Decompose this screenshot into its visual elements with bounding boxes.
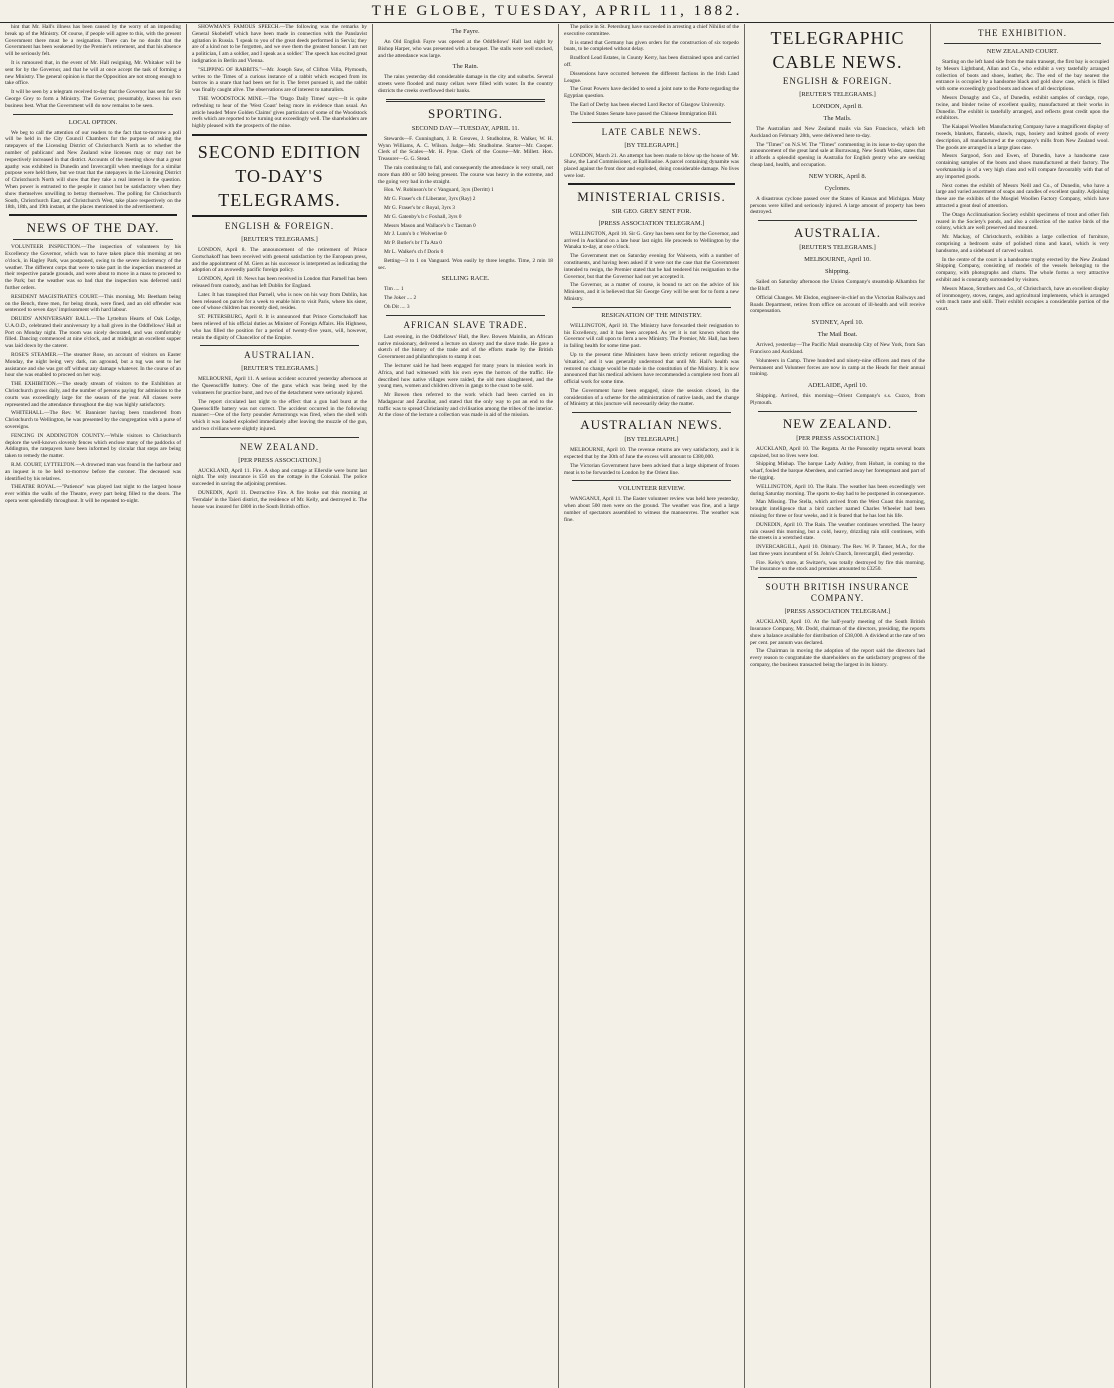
divider	[200, 345, 359, 346]
article-paragraph: The rain continuing to fall, and consequently the attendance is very small, not more than 400 or 500 being present. The course was heavy in the extreme, and the going very bad in the straight.	[378, 164, 553, 185]
news-item: R.M. COURT, LYTTELTON.—A drowned man was found in the harbour and an inquest is to be held to-morrow before the coroner. The deceased was identified by his relatives.	[5, 462, 181, 482]
divider	[572, 307, 731, 308]
exhibition-heading: THE EXHIBITION.	[978, 28, 1067, 38]
article-paragraph: The Governor, as a matter of course, is bound to act on the advice of his Ministers, and it is believed that Sir George Grey will be sent for to form a new Ministry.	[564, 282, 739, 302]
article-paragraph: We beg to call the attention of our readers to the fact that to-morrow a poll will be held in the City Council Chambers for the purpose of asking the ratepayers of the Licensing District of Christchurch North as to whether the number of publicans' and New Zealand wine licenses may or may not be respectively increased in that district. Accounts of the meeting show that a great apathy was exhibited in Dunedin and Invercargill when meetings for a similar purpose were held there, but we trust that the ratepayers in the Licensing District of Christchurch North will show that they take a real interest in the question. When power is entrusted to the people it cannot but be satisfactory when they show themselves unwilling to betray themselves. The polling for Christchurch South, Christchurch East, and Christchurch West, take place respectively on the 18th, 18th, and 19th instant, at the places mentioned in the advertisement.	[5, 129, 181, 211]
telegram-item: Man Missing. The Stella, which arrived from the West Coast this morning, brought intelligence that a bird catcher named Charles Wheeler had been missing for three or four weeks, and it is feared that he has lost his life.	[750, 499, 925, 519]
divider	[13, 239, 173, 240]
australian-heading: AUSTRALIAN.	[244, 350, 315, 361]
race-result-line: Mr G. Gatenby's b c Foxhall, 3yrs 0	[384, 213, 462, 220]
race-result-line: Mr J. Lunn's b c Wolverine 0	[384, 231, 447, 238]
local-option-heading: LOCAL OPTION.	[68, 118, 118, 126]
race-result-line: Mr G. Fraser's ch f Liberator, 3yrs (Ray) 2	[384, 196, 476, 203]
column-6	[930, 24, 1114, 1388]
sporting-heading: SPORTING.	[427, 105, 504, 121]
article-paragraph: Up to the present time Ministers have been strictly reticent regarding the 'situation,' and it was generally understood that until Mr. Hall's health was restored no change would be made in the constitution of the Ministry. It is now announced that his medical advisers have recommended a complete rest from all official work for some time.	[564, 351, 739, 386]
cable-news-heading: CABLE NEWS.	[772, 52, 903, 72]
betting-note: Betting—3 to 1 on Vanguard. Won easily by three lengths. Time, 2 min 18 sec.	[378, 257, 553, 271]
article-paragraph: THE WOODSTOCK MINE.—The 'Otago Daily Times' says:—It is quite refreshing to hear of the 'West Coast' being more in evidence than usual. An article headed 'More Golden Claims' gives particulars of some of the Woodstock reefs which are reported to be turning out exceedingly well. The shareholders are highly pleased with the prospects of the mine.	[192, 95, 367, 130]
telegram-item: LONDON, April 8. The announcement of the retirement of Prince Gortschakoff has been received with general satisfaction by the European press, and the appointment of M. Giers as his successor is interpreted as indicating the adoption of an avowedly pacific foreign policy.	[192, 246, 367, 274]
article-paragraph: The Government have been engaged, since the session closed, in the consideration of a scheme for the administration of native lands, and the change of Ministry at this juncture will necessarily delay the matter.	[564, 387, 739, 408]
second-edition-heading: SECOND EDITION	[197, 141, 362, 162]
reuters-label: [REUTER'S TELEGRAMS.]	[799, 91, 876, 98]
masthead-title: THE GLOBE, TUESDAY, APRIL 11, 1882.	[371, 2, 743, 19]
telegram-item: The report circulated last night to the effect that a gun had burst at the Queenscliffe battery was not correct. The accident occurred in the following manner:—One of the forty pounder Armstrongs was fired, when the shell with which it was loaded exploded immediately after leaving the muzzle of the gun, and two civilians were slightly injured.	[192, 398, 367, 432]
article-paragraph: It is rumoured that, in the event of Mr. Hall resigning, Mr. Whitaker will be sent for by the Governor, and that he will at once accept the task of forming a new Ministry. The general opinion is that the Opposition are not strong enough to take office.	[5, 59, 181, 87]
english-foreign-heading: ENGLISH & FOREIGN.	[782, 76, 893, 86]
telegram-item: MELBOURNE, April 11. A serious accident occurred yesterday afternoon at the Queenscliffe battery. One of the guns which was being used by the volunteers for practice burst, and two of the detachment were seriously injured.	[192, 376, 367, 396]
news-item: VOLUNTEER INSPECTION.—The inspection of volunteers by his Excellency the Governor, which was to have taken place this morning at ten o'clock, in Hagley Park, was postponed, owing to the severe inclemency of the weather. The different corps that were to take part in the inspection mustered at their respective parade grounds, and were about to move in a mass to proceed to the Park; but the weather was so bad that the inspection was deferred until further orders.	[5, 244, 181, 291]
column-5	[744, 24, 930, 1388]
by-telegraph-label: [BY TELEGRAPH.]	[624, 436, 679, 444]
article-paragraph: WELLINGTON, April 10. The Ministry have forwarded their resignation to his Excellency, and it has been accepted. As yet it is not known whom the Governor will call upon to form a new Ministry. The Premier, Mr. Hall, has been in failing health for some time past.	[564, 322, 739, 350]
telegram-item: WELLINGTON, April 10. The Rain. The weather has been exceedingly wet during Saturday morning. The sports to-day had to be postponed in consequence.	[750, 483, 925, 497]
article-paragraph: In the centre of the court is a handsome trophy erected by the New Zealand Shipping Company, consisting of models of the vessels belonging to the company, with photographs and charts. The whole forms a very attractive exhibit and is constantly surrounded by visitors.	[936, 256, 1109, 283]
divider	[944, 43, 1101, 44]
article-paragraph: LONDON, March 21. An attempt has been made to blow up the house of Mr. Shaw, the Land Commissioner, at Ballinasloe. A parcel containing dynamite was placed against the front door and exploded, doing considerable damage. No lives were lost.	[564, 152, 739, 179]
divider	[9, 214, 177, 216]
second-edition-banner	[192, 134, 367, 217]
press-association-label: [PRESS ASSOCIATION TELEGRAM.]	[598, 219, 705, 227]
article-paragraph: SHOWMAN'S FAMOUS SPEECH.—The following was the remarks by General Skobeleff which have been made in connection with the Panslavist agitation in Russia. 'I speak to you of the great deeds performed in Servia; they are of a kind not to be forgotten, and we owe them the greatest honour. I am not a politician, I am a soldier, and I speak as a soldier.' The speech has excited great indignation in Berlin and Vienna.	[192, 24, 367, 64]
article-paragraph: The Victorian Government have been advised that a large shipment of frozen meat is to be forwarded to London by the Orient line.	[564, 462, 739, 476]
telegraphic-heading: TELEGRAPHIC	[770, 28, 905, 48]
article-paragraph: It will be seen by a telegram received to-day that the Governor has sent for Sir George Grey to form a Ministry. The Governor, presumably, knows his own business best. What the Government will do now remains to be seen.	[5, 89, 181, 109]
race-result-line: Messrs Mason and Wallace's b c Tasman 0	[384, 222, 476, 229]
telegram-item: Later. It has transpired that Parnell, who is now on his way from Dublin, has been released on parole for a week to enable him to visit Paris, where his sister, one of whose children has recently died, resides.	[192, 291, 367, 312]
race-result-line: Mr G. Fraser's br c Royal, 3yrs 3	[384, 204, 455, 211]
divider	[758, 411, 917, 412]
divider	[13, 114, 173, 115]
dateline: NEW YORK, April 8.	[808, 172, 867, 180]
late-cable-news-heading: LATE CABLE NEWS.	[601, 126, 702, 137]
ministerial-subheading: SIR GEO. GREY SENT FOR.	[611, 207, 692, 215]
nz-court-subheading: NEW ZEALAND COURT.	[986, 48, 1059, 55]
news-of-the-day-heading: NEWS OF THE DAY.	[26, 220, 160, 236]
australia-heading: AUSTRALIA.	[794, 225, 881, 241]
article-paragraph: Last evening, in the Oddfellows' Hall, the Rev. Bowen Mainlin, an African native missionary, delivered a lecture on slavery and the slave trade. He gave a sketch of the history of the trade and of the efforts made by the British Government and philanthropists to stamp it out.	[378, 333, 553, 361]
reuters-label: [REUTER'S TELEGRAMS.]	[799, 244, 876, 252]
reuters-label: [REUTER'S TELEGRAMS.]	[241, 235, 318, 243]
article-paragraph: Mr Bowen then referred to the work which had been carried on in Madagascar and Zanzibar, and stated that the only way to put an end to the traffic was to spread Christianity and civilisation among the tribes of the interior. At the close of the lecture a collection was made in aid of the mission.	[378, 392, 553, 419]
ministerial-crisis-heading: MINISTERIAL CRISIS.	[577, 188, 726, 204]
reuters-label: [REUTER'S TELEGRAMS.]	[241, 365, 318, 373]
column-2	[186, 24, 372, 1388]
divider	[568, 183, 735, 185]
volunteer-review-heading: VOLUNTEER REVIEW.	[618, 485, 685, 493]
article-paragraph: Next comes the exhibit of Messrs Neill and Co., of Dunedin, who have a large and varied assortment of soaps and candles of excellent quality. Adjoining these are the exhibits of the Mosgiel Woollen Factory Company, which have attracted a great deal of attention.	[936, 182, 1109, 209]
telegram-item: DUNEDIN, April 11. Destructive Fire. A fire broke out this morning at 'Ferndale' in the Taieri district, the residence of Mr. Kelly, and destroyed it. The house was insured for £800 in the South British office.	[192, 490, 367, 510]
article-paragraph: Dissensions have occurred between the different factions in the Irish Land League.	[564, 70, 739, 84]
second-day-label: SECOND DAY—TUESDAY, APRIL 11.	[411, 124, 520, 132]
article-paragraph: "SLIPPING OF RABBITS."—Mr. Joseph Saw, of Clifton Villa, Plymouth, writes to the Times of a curious instance of a rabbit which escaped from its burrow in a snare that had been set for it. The ferret pursued it, and the rabbit was finally caught alive. The observations are of interest to naturalists.	[192, 66, 367, 94]
telegram-item: Volunteers in Camp. Three hundred and ninety-nine officers and men of the Permanent and Volunteer forces are now in camp at the Heads for their annual training.	[750, 357, 925, 378]
new-zealand-heading: NEW ZEALAND.	[239, 441, 320, 452]
cyclones-subheading: Cyclones.	[824, 184, 851, 192]
english-foreign-heading: ENGLISH & FOREIGN.	[224, 220, 335, 231]
article-paragraph: Stewards—F. Cunningham, J. B. Greaves, J. Studholme, R. Walker, W. H. Wynn Williams, A. C. Wilson. Judge—Mr. Studholme. Starter—Mr. Cooper. Clerk of the Scales—Mr. H. Pyne. Clerk of the Course—Mr. Millett. Hon. Treasurer—G. G. Stead.	[378, 135, 553, 163]
article-paragraph: WELLINGTON, April 10. Sir G. Grey has been sent for by the Governor, and arrived in Auckland on a late hour last night. He proceeds to Wellington by the Wanaka to-day, at one o'clock.	[564, 230, 739, 251]
article-paragraph: WANGANUI, April 11. The Easter volunteer review was held here yesterday, when about 500 men were on the ground. The weather was fine, and a large number of spectators assembled to witness the manoeuvres. The weather was fine.	[564, 496, 739, 523]
news-item: DRUIDS' ANNIVERSARY BALL.—The Lyttelton Hearts of Oak Lodge, U.A.O.D., celebrated their anniversary by a ball given in the Oddfellows' Hall at Port on Monday night. The room was nicely decorated, and was comfortably filled. Dancing commenced at nine o'clock, and at midnight an excellent supper was laid down by the caterer.	[5, 316, 181, 350]
article-paragraph: An Old English Fayre was opened at the Oddfellows' Hall last night by Bishop Harper, who was presented with a bouquet. The stalls were well stocked, and the attendance was large.	[378, 39, 553, 59]
shipping-subheading: Shipping.	[824, 268, 851, 276]
news-item: FENCING IN ADDINGTON COUNTY.—While visitors to Christchurch deplore the well-known slovenly fences which enclose many of the paddocks of Addington, the ratepayers have been informed by circular that steps are being taken to remedy the matter.	[5, 432, 181, 460]
press-association-label: [PRESS ASSOCIATION TELEGRAM.]	[784, 608, 891, 616]
article-paragraph: Messrs Donaghy and Co., of Dunedin, exhibit samples of cordage, rope, twine, and binder twine of excellent quality, manufactured at their works in Dunedin. The exhibit is tastefully arranged, and reflects great credit upon the exhibitors.	[936, 94, 1109, 122]
article-paragraph: The Chairman in moving the adoption of the report said the directors had every reason to congratulate the shareholders on the satisfactory progress of the company, the business transacted being the largest in its history.	[750, 648, 925, 669]
news-item: WHITEHALL.—The Rev. W. Bannister having been transferred from Christchurch to Wellington, he was presented by the congregation with a purse of sovereigns.	[5, 410, 181, 431]
divider	[572, 412, 731, 413]
divider	[758, 577, 917, 578]
fayre-heading: The Fayre.	[451, 28, 480, 35]
divider	[200, 437, 359, 438]
selling-race-heading: SELLING RACE.	[441, 275, 490, 283]
race-result-line: The Joker .... 2	[384, 295, 417, 302]
divider	[572, 480, 731, 481]
press-association-label: [PER PRESS ASSOCIATION.]	[796, 434, 879, 442]
article-paragraph: The United States Senate have passed the Chinese Immigration Bill.	[570, 110, 718, 117]
article-paragraph: AUCKLAND, April 10. At the half-yearly meeting of the South British Insurance Company, Mr. Dodd, chairman of the directors, presiding, the reports show a balance available for distribution of £38,000. A dividend at the rate of ten per cent. per annum was declared.	[750, 619, 925, 646]
mail-boat-subheading: The Mail Boat.	[817, 331, 858, 339]
south-british-insurance-heading: SOUTH BRITISH INSURANCE COMPANY.	[765, 582, 910, 604]
article-paragraph: Mr. Mackay, of Christchurch, exhibits a large collection of furniture, comprising a bedroom suite of polished rimu and kauri, which is very handsome, and a sideboard of carved walnut.	[936, 234, 1109, 254]
column-1	[0, 24, 186, 1388]
article-paragraph: The police in St. Petersburg have succeeded in arresting a chief Nihilist of the executive committee.	[564, 24, 739, 37]
article-paragraph: The Government met on Saturday evening for Waiwera, with a number of constituents, and having been asked if it were not the case that the Government intended to resign, the Premier stated that he had tendered his resignation to the Governor, but that the Governor had not yet accepted it.	[564, 253, 739, 280]
divider	[386, 99, 545, 102]
telegram-item: INVERCARGILL, April 10. Obituary. The Rev. W. P. Tanner, M.A., for the last three years incumbent of St. John's Church, Invercargill, died yesterday.	[750, 544, 925, 557]
press-association-label: [PER PRESS ASSOCIATION.]	[238, 456, 321, 464]
article-paragraph: Messrs Mason, Struthers and Co., of Christchurch, have an excellent display of ironmongery, stoves, ranges, and agricultural implements, which is arranged with much taste and skill. Their exhibit occupies a considerable portion of the court.	[936, 285, 1109, 313]
race-result-line: Tim .... 1	[384, 286, 404, 293]
article-paragraph: The Earl of Derby has been elected Lord Rector of Glasgow University.	[570, 101, 726, 108]
news-item: ROSE'S STEAMER.—The steamer Rose, on account of visitors on Easter Monday, the night being very dark, ran aground, but a tug was sent to her assistance and she was got off without any damage whatever. In the course of an hour she was enabled to proceed on her way.	[5, 352, 181, 379]
dateline: ADELAIDE, April 10.	[807, 382, 868, 390]
telegram-item: Sailed on Saturday afternoon the Union Company's steamship Alhambra for the Bluff.	[750, 279, 925, 292]
australian-news-heading: AUSTRALIAN NEWS.	[580, 417, 723, 433]
mails-subheading: The Mails.	[823, 115, 852, 122]
race-result-line: Mr P. Butler's br f Ta Ata 0	[384, 240, 442, 247]
new-zealand-heading: NEW ZEALAND.	[782, 415, 893, 431]
article-paragraph: It is stated that Germany has given orders for the construction of six torpedo boats, to be completed without delay.	[564, 39, 739, 53]
news-item: THEATRE ROYAL.—"Patience" was played last night to the largest house ever within the walls of the Theatre, every part being filled to the doors. The opera went splendidly throughout. It will be repeated to-night.	[5, 484, 181, 505]
race-result-line: Mr L. Walker's ch f Doris 0	[384, 248, 444, 255]
news-item: THE EXHIBITION.—The steady stream of visitors to the Exhibition at Christchurch grows daily, and the number of persons paying for admission to the courts was exceedingly large for the season of the year. All classes were represented and the attendance throughout the day was highly satisfactory.	[5, 381, 181, 408]
news-item: RESIDENT MAGISTRATE'S COURT.—This morning, Mr. Beetham being on the Bench, three men, for being drunk, were fined, and an old offender was sentenced to seven days' imprisonment with hard labour.	[5, 293, 181, 314]
telegram-item: The "Times" on N.S.W. The "Times" commenting in its issue to-day upon the announcement of the great land sale at Burrawang, New South Wales, states that it affords a splendid opening in Australia for English gentry who are seeking cheap land, health, and occupation.	[750, 141, 925, 168]
article-paragraph: hint that Mr. Hall's illness has been caused by the worry of an impending break up of the Ministry. Of course, if people will agree to this, with the present Government there must be a resignation. There can be no doubt that the Government has been weakened by the Premier's retirement, and that his absence will be seriously felt.	[5, 24, 181, 58]
divider	[386, 315, 545, 316]
article-paragraph: Messrs Sargood, Son and Ewen, of Dunedin, have a handsome case containing samples of the boots and shoes manufactured at their factory. The workmanship is of a very high class and will compare favourably with that of any imported goods.	[936, 153, 1109, 180]
telegram-item: Shipping. Arrived, this morning—Orient Company's s.s. Cuzco, from Plymouth.	[750, 393, 925, 406]
telegram-item: ST. PETERSBURG, April 8. It is announced that Prince Gortschakoff has been relieved of his official duties as Minister of Foreign Affairs. His Highness, who has filled the position for a period of twenty-five years, will, however, retain the dignity of Chancellor of the Empire.	[192, 314, 367, 341]
telegram-item: Arrived, yesterday—The Pacific Mail steamship City of New York, from San Francisco and Auckland.	[750, 342, 925, 355]
telegram-item: DUNEDIN, April 10. The Rain. The weather continues wretched. The heavy rain ceased this morning, but a cold, heavy, drizzling rain still continues, with the streets in a wretched state.	[750, 521, 925, 542]
todays-heading: TO-DAY'S	[235, 165, 324, 186]
article-paragraph: The rains yesterday did considerable damage in the city and suburbs. Several streets were flooded and many cellars were filled with water. In the country districts the creeks overflowed their banks.	[378, 74, 553, 94]
telegram-item: AUCKLAND, April 11. Fire. A shop and cottage at Ellerslie were burnt last night. The only insurance is £50 on the cottage in the Colonial. The police succeeded in saving the adjoining premises.	[192, 467, 367, 488]
telegram-item: LONDON, April 10. News has been received in London that Parnell has been released from custody, and has left Dublin for England.	[192, 276, 367, 289]
race-result-line: Hon. W. Robinson's br c Vanguard, 3yrs (Derritt) 1	[384, 187, 494, 194]
telegram-item: The Australian and New Zealand mails via San Francisco, which left Auckland on February 28th, were delivered here to-day.	[750, 126, 925, 139]
rain-heading: The Rain.	[452, 63, 479, 71]
masthead	[0, 0, 1114, 23]
dateline: SYDNEY, April 10.	[811, 319, 864, 327]
resignation-heading: RESIGNATION OF THE MINISTRY.	[601, 311, 702, 319]
article-paragraph: Bradford Lead Estates, in County Kerry, has been distrained upon and carried off.	[564, 55, 739, 68]
telegram-item: Official Changes. Mr Elsdon, engineer-in-chief on the Victorian Railways and Roads Department, retires from office on account of ill-health and will receive compensation.	[750, 294, 925, 315]
article-paragraph: MELBOURNE, April 10. The revenue returns are very satisfactory, and it is expected that by the 30th of June the excess will amount to £380,000.	[564, 447, 739, 461]
divider	[758, 220, 917, 221]
article-paragraph: The Kaiapoi Woollen Manufacturing Company have a magnificent display of tweeds, blankets, flannels, shawls, rugs, hosiery and knitted goods of every description, all manufactured at the company's mills from New Zealand wool. The goods are arranged in a large glass case.	[936, 124, 1109, 151]
telegram-item: Shipping Mishap. The barque Lady Ashley, from Hobart, in coming to the wharf, fouled the barque Aberdeen, and carried away her foretopmast and part of the rigging.	[750, 461, 925, 481]
divider	[572, 122, 731, 123]
dateline: MELBOURNE, April 10.	[804, 256, 871, 264]
telegram-item: Fire. Kelsy's store, at Switzer's, was totally destroyed by fire this morning. The insurance on the stock and premises amounted to £3250.	[750, 559, 925, 573]
article-paragraph: The Great Powers have decided to send a joint note to the Porte regarding the Egyptian question.	[564, 86, 739, 100]
by-telegraph-label: [BY TELEGRAPH.]	[624, 141, 679, 149]
telegram-item: A disastrous cyclone passed over the States of Kansas and Michigan. Many persons were killed and seriously injured. A large amount of property has been destroyed.	[750, 195, 925, 216]
column-3	[372, 24, 558, 1388]
dateline: LONDON, April 8.	[812, 103, 863, 110]
telegrams-heading: TELEGRAMS.	[218, 189, 341, 210]
telegram-item: AUCKLAND, April 10. The Regatta. At the Ponsonby regatta several boats capsized, but no lives were lost.	[750, 445, 925, 459]
race-result-line: Oh Dit .... 3	[384, 303, 410, 310]
column-4	[558, 24, 744, 1388]
article-paragraph: Starting on the left hand side from the main transept, the first bay is occupied by Messrs Lightband, Allan and Co., who exhibit a very tastefully arranged collection of boots and shoes, leather, &c. The end of the bay nearest the entrance is occupied by a handsome black and gold show case, which is filled with some exceedingly good boots and shoes of all descriptions.	[936, 59, 1109, 93]
african-slave-trade-heading: AFRICAN SLAVE TRADE.	[403, 319, 528, 330]
article-paragraph: The Otago Acclimatisation Society exhibit specimens of trout and other fish reared in the Society's ponds, and also a collection of the native birds of the colony, which are well preserved and mounted.	[936, 211, 1109, 232]
article-paragraph: The lecturer said he had been engaged for many years in mission work in Africa, and had witnessed with his own eyes the horrors of the traffic. He described how native villages were raided, the old men slaughtered, and the young men, women and children driven in gangs to the coast to be sold.	[378, 362, 553, 390]
